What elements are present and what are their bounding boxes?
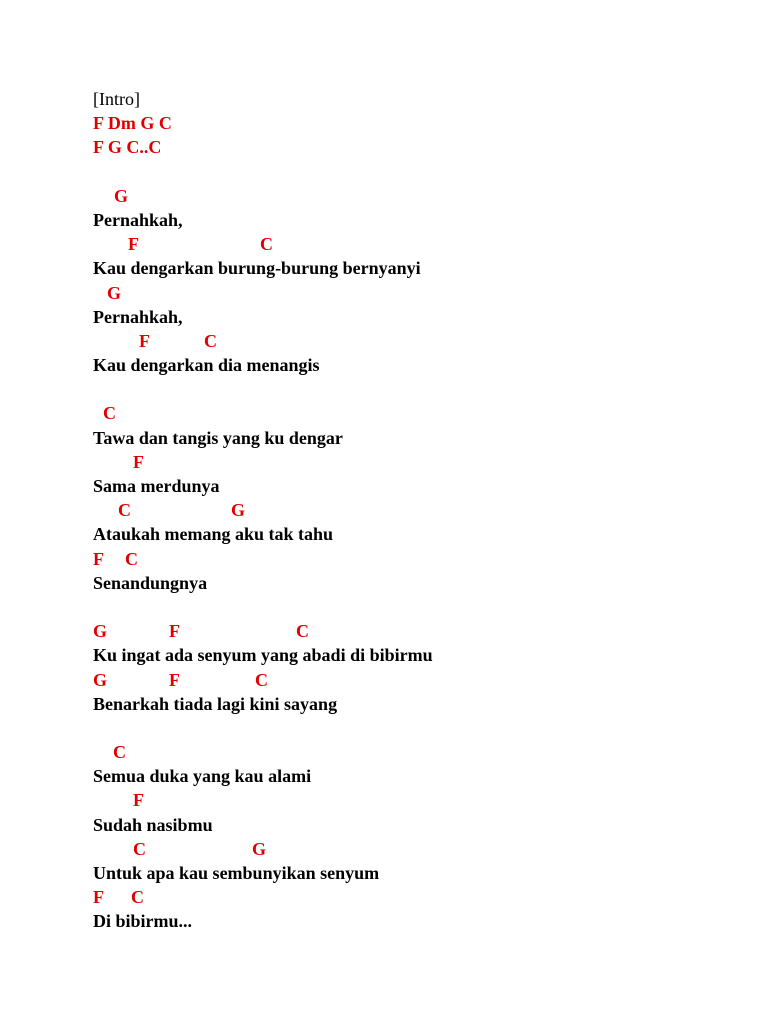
chord: G	[231, 500, 246, 521]
chord: C	[103, 403, 116, 424]
chord: G	[107, 282, 122, 303]
spacer	[93, 377, 753, 401]
lyric-line: Sama merdunya	[93, 476, 220, 496]
intro-label: [Intro]	[93, 89, 140, 109]
lyric-line: Kau dengarkan burung-burung bernyanyi	[93, 258, 421, 279]
chord: G	[93, 669, 108, 690]
chord-line	[93, 788, 753, 812]
chord: C	[260, 234, 273, 255]
chord-line	[93, 837, 753, 861]
intro-chords-line-1: F Dm G C	[93, 113, 172, 134]
chord: F	[133, 790, 144, 811]
chord: F	[93, 548, 104, 569]
chord: F	[169, 669, 180, 690]
chord: C	[131, 887, 144, 908]
chord-line	[93, 401, 753, 425]
chord: F	[139, 330, 150, 351]
chord-line	[93, 281, 753, 305]
lyric-line: Benarkah tiada lagi kini sayang	[93, 693, 338, 714]
lyric-line: Sudah nasibmu	[93, 814, 213, 835]
chord-line	[93, 619, 753, 643]
chord-line	[93, 329, 753, 353]
chord-line	[93, 740, 753, 764]
chord: C	[133, 838, 146, 859]
chord: G	[252, 838, 267, 859]
lyric-line: Senandungnya	[93, 572, 208, 593]
chord: G	[93, 621, 108, 642]
lyric-line: Pernahkah,	[93, 209, 183, 230]
chord-line	[93, 450, 753, 474]
lyric-line: Pernahkah,	[93, 306, 183, 327]
chord-sheet	[93, 87, 753, 934]
lyric-line: Tawa dan tangis yang ku dengar	[93, 427, 343, 448]
chord-line	[93, 232, 753, 256]
chord: F	[93, 887, 104, 908]
chord-line	[93, 885, 753, 909]
chord-line	[93, 184, 753, 208]
chord-line	[93, 547, 753, 571]
lyric-line: Semua duka yang kau alami	[93, 766, 312, 787]
chord: F	[128, 234, 139, 255]
chord: C	[296, 621, 309, 642]
intro-chords-line-2: F G C..C	[93, 137, 162, 158]
chord: G	[114, 185, 129, 206]
chord: C	[125, 548, 138, 569]
chord: C	[118, 500, 131, 521]
lyric-line: Untuk apa kau sembunyikan senyum	[93, 863, 380, 883]
lyric-line: Ataukah memang aku tak tahu	[93, 524, 334, 545]
lyric-line: Di bibirmu...	[93, 911, 193, 932]
chord-line	[93, 498, 753, 522]
chord: C	[113, 742, 126, 763]
lyric-line: Kau dengarkan dia menangis	[93, 355, 320, 376]
spacer	[93, 716, 753, 740]
chord: C	[204, 330, 217, 351]
chord: F	[133, 451, 144, 472]
spacer	[93, 595, 753, 619]
chord-line	[93, 668, 753, 692]
chord: C	[255, 669, 268, 690]
chord: F	[169, 621, 180, 642]
spacer	[93, 160, 753, 184]
lyric-line: Ku ingat ada senyum yang abadi di bibirmu	[93, 645, 433, 666]
